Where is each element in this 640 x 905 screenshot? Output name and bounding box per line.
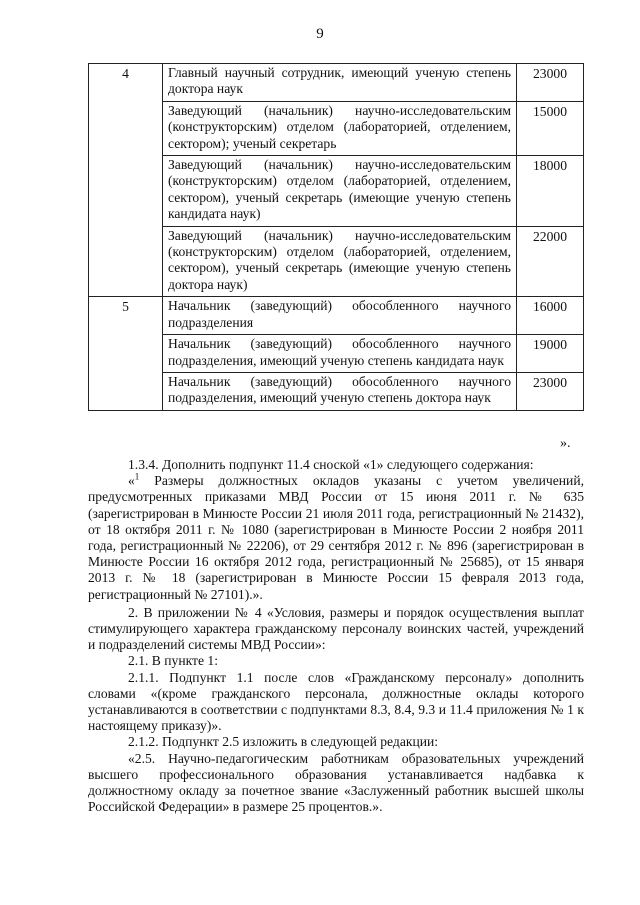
paragraph-2-1: 2.1. В пункте 1: bbox=[128, 653, 218, 669]
salary-amount-cell: 23000 bbox=[517, 64, 584, 102]
paragraph-2: 2. В приложении № 4 «Условия, размеры и порядок осуществления выплат стимулирующего характера гражданскому персоналу воинских частей, учреждений и подразделений системы МВД России»: bbox=[88, 604, 584, 653]
row-group-number: 4 bbox=[89, 64, 163, 297]
footnote-text: Размеры должностных окладов указаны с учетом увеличений, предусмотренных приказами МВД России от 15 июня 2011 г. № 635 (зарегистрирован в Минюсте России 21 июля 2011 года, регистрационный № 21432), от 18 октября 2011 г. № 1080 (зарегистрирован в Минюсте России 2 ноября 2011 года, регистрационный № 22206), от 29 сентября 2012 г. № 896 (зарегистрирован в Минюсте России 16 октября 2012 года, регистрационный № 25685), от 15 января 2013 г. № 18 (зарегистрирован в Минюсте России 15 февраля 2013 года, регистрационный № 27101).». bbox=[88, 473, 584, 602]
page-number: 9 bbox=[316, 26, 324, 42]
salary-table bbox=[88, 63, 584, 411]
position-cell: Главный научный сотрудник, имеющий ученую степень доктора наук bbox=[163, 64, 517, 102]
table-row bbox=[89, 372, 584, 410]
position-cell: Начальник (заведующий) обособленного научного подразделения, имеющий ученую степень доктора наук bbox=[163, 372, 517, 410]
table-row bbox=[89, 156, 584, 227]
position-cell: Заведующий (начальник) научно-исследовательским (конструкторским) отделом (лабораторией, отделением, сектором), ученый секретарь (имеющие ученую степень кандидата наук) bbox=[163, 156, 517, 227]
position-cell: Заведующий (начальник) научно-исследовательским (конструкторским) отделом (лабораторией, отделением, сектором), ученый секретарь (имеющие ученую степень доктора наук) bbox=[163, 226, 517, 297]
paragraph-1-3-4: 1.3.4. Дополнить подпункт 11.4 сноской «1» следующего содержания: bbox=[128, 457, 534, 472]
table-row bbox=[89, 64, 584, 102]
table-row bbox=[89, 101, 584, 155]
footnote-open-quote: « bbox=[128, 473, 135, 489]
salary-amount-cell: 18000 bbox=[517, 156, 584, 227]
table-row bbox=[89, 297, 584, 335]
paragraph-2-1-2: 2.1.2. Подпункт 2.5 изложить в следующей редакции: bbox=[128, 734, 439, 750]
paragraph-2-1-1: 2.1.1. Подпункт 1.1 после слов «Гражданскому персоналу» дополнить словами «(кроме гражданского персонала, должностные оклады которого устанавливаются в соответствии с подпунктами 8.3, 8.4, 9.3 и 11.4 приложения № 1 к настоящему приказу)». bbox=[88, 669, 584, 734]
paragraph-2-5: «2.5. Научно-педагогическим работникам образовательных учреждений высшего профессионального образования устанавливается надбавка к должностному окладу за почетное звание «Заслуженный работник высшей школы Российской Федерации» в размере 25 процентов.». bbox=[88, 750, 584, 815]
footnote-marker: 1 bbox=[134, 471, 140, 482]
position-cell: Начальник (заведующий) обособленного научного подразделения bbox=[163, 297, 517, 335]
salary-amount-cell: 16000 bbox=[517, 297, 584, 335]
salary-amount-cell: 23000 bbox=[517, 372, 584, 410]
row-group-number: 5 bbox=[89, 297, 163, 410]
position-cell: Начальник (заведующий) обособленного научного подразделения, имеющий ученую степень кандидата наук bbox=[163, 335, 517, 373]
body-text bbox=[88, 457, 584, 815]
footnote-paragraph bbox=[88, 473, 584, 603]
position-cell: Заведующий (начальник) научно-исследовательским (конструкторским) отделом (лабораторией, отделением, сектором); ученый секретарь bbox=[163, 101, 517, 155]
table-closing-quote: ». bbox=[560, 436, 571, 451]
salary-amount-cell: 15000 bbox=[517, 101, 584, 155]
salary-amount-cell: 22000 bbox=[517, 226, 584, 297]
table-row bbox=[89, 335, 584, 373]
salary-amount-cell: 19000 bbox=[517, 335, 584, 373]
table-row bbox=[89, 226, 584, 297]
